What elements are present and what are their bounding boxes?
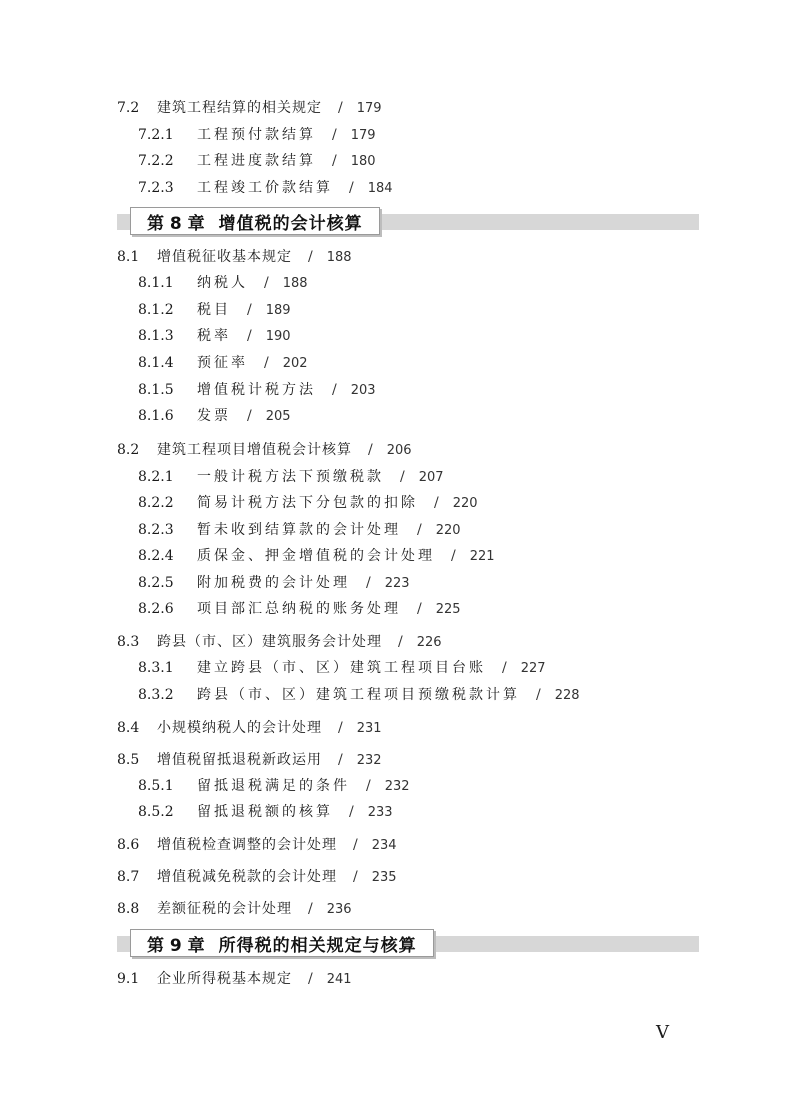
entry-page-number: 203 [350, 383, 376, 398]
entry-number: 8.1.2 [138, 302, 174, 318]
entry-number: 8.2.4 [138, 548, 174, 564]
entry-page-number: 223 [384, 576, 410, 591]
toc-subsection-entry [138, 599, 461, 620]
entry-separator: / [417, 522, 422, 538]
chapter-title: 增值税的会计核算 [218, 213, 363, 234]
toc-section-entry [117, 867, 397, 888]
entry-number: 8.1.3 [138, 328, 174, 344]
entry-number: 8.2.5 [138, 575, 174, 591]
entry-page-number: 207 [418, 470, 444, 485]
entry-number: 8.2.3 [138, 522, 174, 538]
entry-page-number: 179 [356, 101, 382, 116]
toc-subsection-entry [138, 685, 580, 706]
entry-page-number: 241 [326, 972, 352, 987]
toc-section-entry [117, 632, 442, 653]
entry-number: 8.2 [117, 442, 140, 458]
entry-number: 8.1.4 [138, 355, 174, 371]
entry-number: 8.3 [117, 634, 140, 650]
entry-number: 8.5.1 [138, 778, 174, 794]
chapter-title: 所得税的相关规定与核算 [218, 935, 417, 956]
toc-section-entry [117, 899, 352, 920]
toc-subsection-entry [138, 658, 546, 679]
chapter-number: 第 9 章 [147, 935, 205, 956]
entry-separator: / [338, 720, 343, 736]
entry-title: 增值税留抵退税新政运用 [157, 752, 322, 768]
toc-subsection-entry [138, 353, 308, 374]
entry-title: 小规模纳税人的会计处理 [157, 720, 322, 736]
entry-number: 8.1.1 [138, 275, 174, 291]
entry-separator: / [398, 634, 403, 650]
entry-number: 8.3.1 [138, 660, 174, 676]
chapter-number: 第 8 章 [147, 213, 205, 234]
entry-title: 工程预付款结算 [197, 127, 316, 143]
entry-separator: / [536, 687, 541, 703]
toc-section-entry [117, 718, 382, 739]
entry-page-number: 226 [416, 635, 442, 650]
entry-page-number: 205 [265, 409, 291, 424]
entry-page-number: 234 [371, 838, 397, 853]
entry-separator: / [349, 180, 354, 196]
entry-title: 建立跨县（市、区）建筑工程项目台账 [197, 660, 486, 676]
entry-page-number: 180 [350, 154, 376, 169]
entry-title: 建筑工程结算的相关规定 [157, 100, 322, 116]
entry-page-number: 202 [282, 356, 308, 371]
toc-section-entry [117, 247, 352, 268]
entry-title: 纳税人 [197, 275, 248, 291]
entry-title: 建筑工程项目增值税会计核算 [157, 442, 352, 458]
entry-title: 发票 [197, 408, 231, 424]
entry-title: 增值税减免税款的会计处理 [157, 869, 337, 885]
entry-separator: / [417, 601, 422, 617]
chapter-heading-tab [130, 207, 380, 235]
toc-subsection-entry [138, 125, 376, 146]
entry-separator: / [451, 548, 456, 564]
entry-title: 暂未收到结算款的会计处理 [197, 522, 401, 538]
toc-subsection-entry [138, 178, 393, 199]
entry-separator: / [400, 469, 405, 485]
toc-section-entry [117, 98, 382, 119]
entry-page-number: 236 [326, 902, 352, 917]
chapter-heading-tab [130, 929, 434, 957]
entry-number: 8.2.6 [138, 601, 174, 617]
entry-title: 简易计税方法下分包款的扣除 [197, 495, 418, 511]
entry-title: 税目 [197, 302, 231, 318]
entry-page-number: 228 [554, 688, 580, 703]
entry-separator: / [353, 869, 358, 885]
entry-title: 项目部汇总纳税的账务处理 [197, 601, 401, 617]
entry-title: 工程竣工价款结算 [197, 180, 333, 196]
entry-title: 跨县（市、区）建筑工程项目预缴税款计算 [197, 687, 520, 703]
entry-title: 税率 [197, 328, 231, 344]
entry-number: 7.2.2 [138, 153, 174, 169]
entry-page-number: 231 [356, 721, 382, 736]
toc-section-entry [117, 750, 382, 771]
toc-subsection-entry [138, 326, 291, 347]
toc-subsection-entry [138, 380, 376, 401]
entry-title: 留抵退税额的核算 [197, 804, 333, 820]
entry-title: 增值税检查调整的会计处理 [157, 837, 337, 853]
entry-title: 一般计税方法下预缴税款 [197, 469, 384, 485]
entry-page-number: 233 [367, 805, 393, 820]
entry-title: 附加税费的会计处理 [197, 575, 350, 591]
entry-separator: / [332, 382, 337, 398]
entry-number: 8.4 [117, 720, 140, 736]
entry-number: 8.2.1 [138, 469, 174, 485]
entry-separator: / [353, 837, 358, 853]
entry-number: 8.5 [117, 752, 140, 768]
toc-subsection-entry [138, 406, 291, 427]
entry-number: 7.2.1 [138, 127, 174, 143]
entry-separator: / [247, 408, 252, 424]
toc-subsection-entry [138, 573, 410, 594]
entry-page-number: 235 [371, 870, 397, 885]
entry-separator: / [247, 328, 252, 344]
toc-section-entry [117, 969, 352, 990]
toc-subsection-entry [138, 467, 444, 488]
entry-separator: / [247, 302, 252, 318]
page-folio: V [656, 1022, 669, 1043]
toc-subsection-entry [138, 802, 393, 823]
entry-title: 差额征税的会计处理 [157, 901, 292, 917]
entry-number: 9.1 [117, 971, 140, 987]
entry-page-number: 232 [384, 779, 410, 794]
entry-page-number: 189 [265, 303, 291, 318]
entry-page-number: 206 [386, 443, 412, 458]
entry-separator: / [264, 275, 269, 291]
entry-separator: / [308, 901, 313, 917]
entry-page-number: 221 [469, 549, 495, 564]
entry-title: 工程进度款结算 [197, 153, 316, 169]
entry-separator: / [502, 660, 507, 676]
toc-section-entry [117, 835, 397, 856]
entry-number: 8.7 [117, 869, 140, 885]
entry-page-number: 184 [367, 181, 393, 196]
entry-separator: / [332, 127, 337, 143]
entry-separator: / [366, 575, 371, 591]
toc-subsection-entry [138, 151, 376, 172]
entry-separator: / [434, 495, 439, 511]
toc-section-entry [117, 440, 412, 461]
toc-subsection-entry [138, 273, 308, 294]
entry-separator: / [308, 249, 313, 265]
toc-subsection-entry [138, 493, 478, 514]
entry-page-number: 220 [452, 496, 478, 511]
entry-number: 8.8 [117, 901, 140, 917]
chapter-heading [117, 929, 699, 959]
entry-page-number: 190 [265, 329, 291, 344]
entry-title: 增值税计税方法 [197, 382, 316, 398]
entry-page-number: 179 [350, 128, 376, 143]
entry-number: 8.1.6 [138, 408, 174, 424]
toc-subsection-entry [138, 776, 410, 797]
entry-separator: / [264, 355, 269, 371]
entry-separator: / [332, 153, 337, 169]
entry-separator: / [368, 442, 373, 458]
entry-number: 8.1.5 [138, 382, 174, 398]
entry-title: 预征率 [197, 355, 248, 371]
entry-number: 7.2.3 [138, 180, 174, 196]
entry-number: 7.2 [117, 100, 140, 116]
entry-title: 跨县（市、区）建筑服务会计处理 [157, 634, 382, 650]
entry-separator: / [338, 100, 343, 116]
entry-separator: / [349, 804, 354, 820]
entry-page-number: 220 [435, 523, 461, 538]
toc-subsection-entry [138, 520, 461, 541]
entry-page-number: 232 [356, 753, 382, 768]
entry-page-number: 225 [435, 602, 461, 617]
entry-title: 企业所得税基本规定 [157, 971, 292, 987]
entry-number: 8.3.2 [138, 687, 174, 703]
entry-title: 质保金、押金增值税的会计处理 [197, 548, 435, 564]
entry-page-number: 188 [326, 250, 352, 265]
entry-page-number: 227 [520, 661, 546, 676]
entry-separator: / [308, 971, 313, 987]
entry-separator: / [338, 752, 343, 768]
entry-page-number: 188 [282, 276, 308, 291]
entry-title: 留抵退税满足的条件 [197, 778, 350, 794]
entry-title: 增值税征收基本规定 [157, 249, 292, 265]
chapter-heading [117, 207, 699, 237]
entry-number: 8.6 [117, 837, 140, 853]
entry-number: 8.2.2 [138, 495, 174, 511]
toc-subsection-entry [138, 546, 495, 567]
entry-separator: / [366, 778, 371, 794]
toc-subsection-entry [138, 300, 291, 321]
entry-number: 8.5.2 [138, 804, 174, 820]
entry-number: 8.1 [117, 249, 140, 265]
